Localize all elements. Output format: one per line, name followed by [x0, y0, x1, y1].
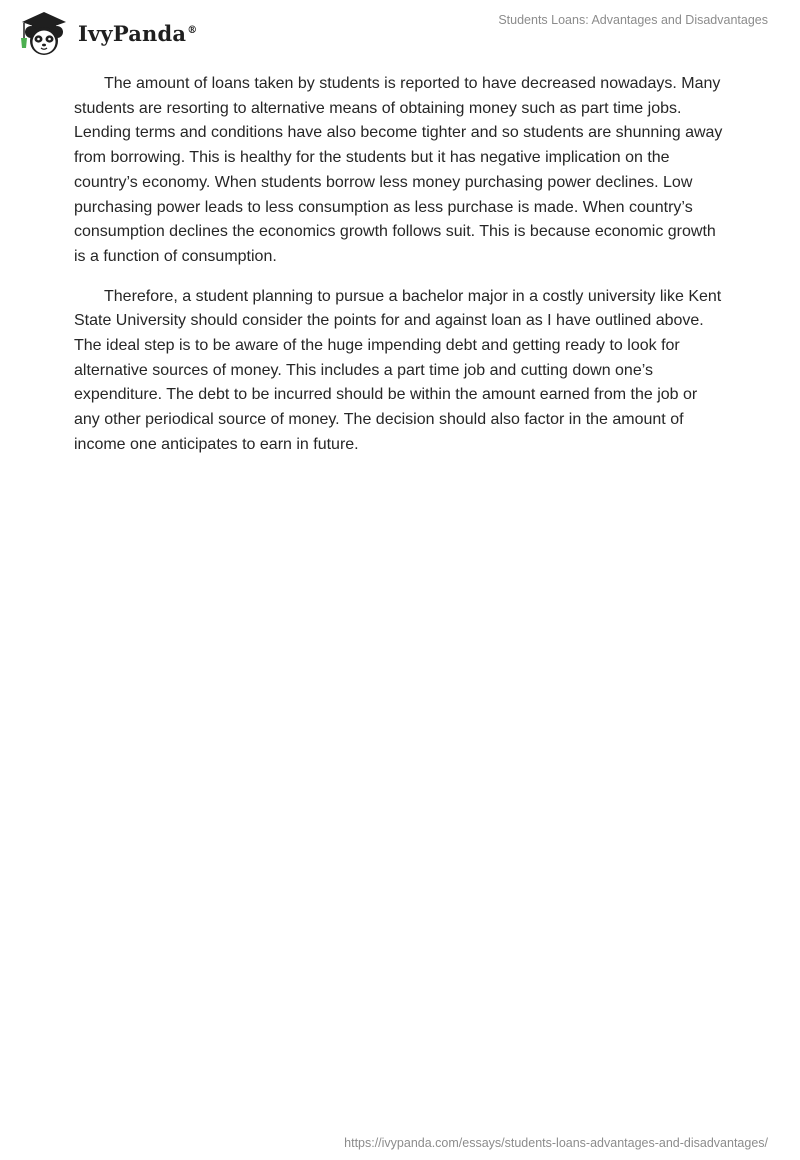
brand-name: IvyPanda® [78, 20, 198, 46]
paragraph: The amount of loans taken by students is reported to have decreased nowadays. Many students are resorting to alternative means of obtaining money such as part time jobs. Lending terms and conditions have also become tighter and so students are shunning away from borrowing. This is healthy for the students but it has negative implication on the country’s economy. When students borrow less money purchasing power declines. Low purchasing power leads to less consumption as less purchase is made. When country’s consumption declines the economics growth follows suit. This is because economic growth is a function of consumption. [74, 75, 723, 265]
source-url[interactable]: https://ivypanda.com/essays/students-loans-advantages-and-disadvantages/ [344, 1136, 768, 1150]
document-title: Students Loans: Advantages and Disadvantages [498, 13, 768, 27]
brand-logo[interactable] [14, 8, 197, 58]
paragraph: Therefore, a student planning to pursue a bachelor major in a costly university like Kent State University should consider the points for and against loan as I have outlined above. The ideal step is to be aware of the huge impending debt and getting ready to look for alternative sources of money. This includes a part time job and cutting down one’s expenditure. The debt to be incurred should be within the amount earned from the job or any other periodical source of money. The decision should also factor in the amount of income one anticipates to earn in future. [74, 287, 722, 453]
panda-graduate-icon [14, 8, 72, 58]
registered-mark: ® [187, 24, 198, 36]
essay-body [74, 72, 726, 473]
